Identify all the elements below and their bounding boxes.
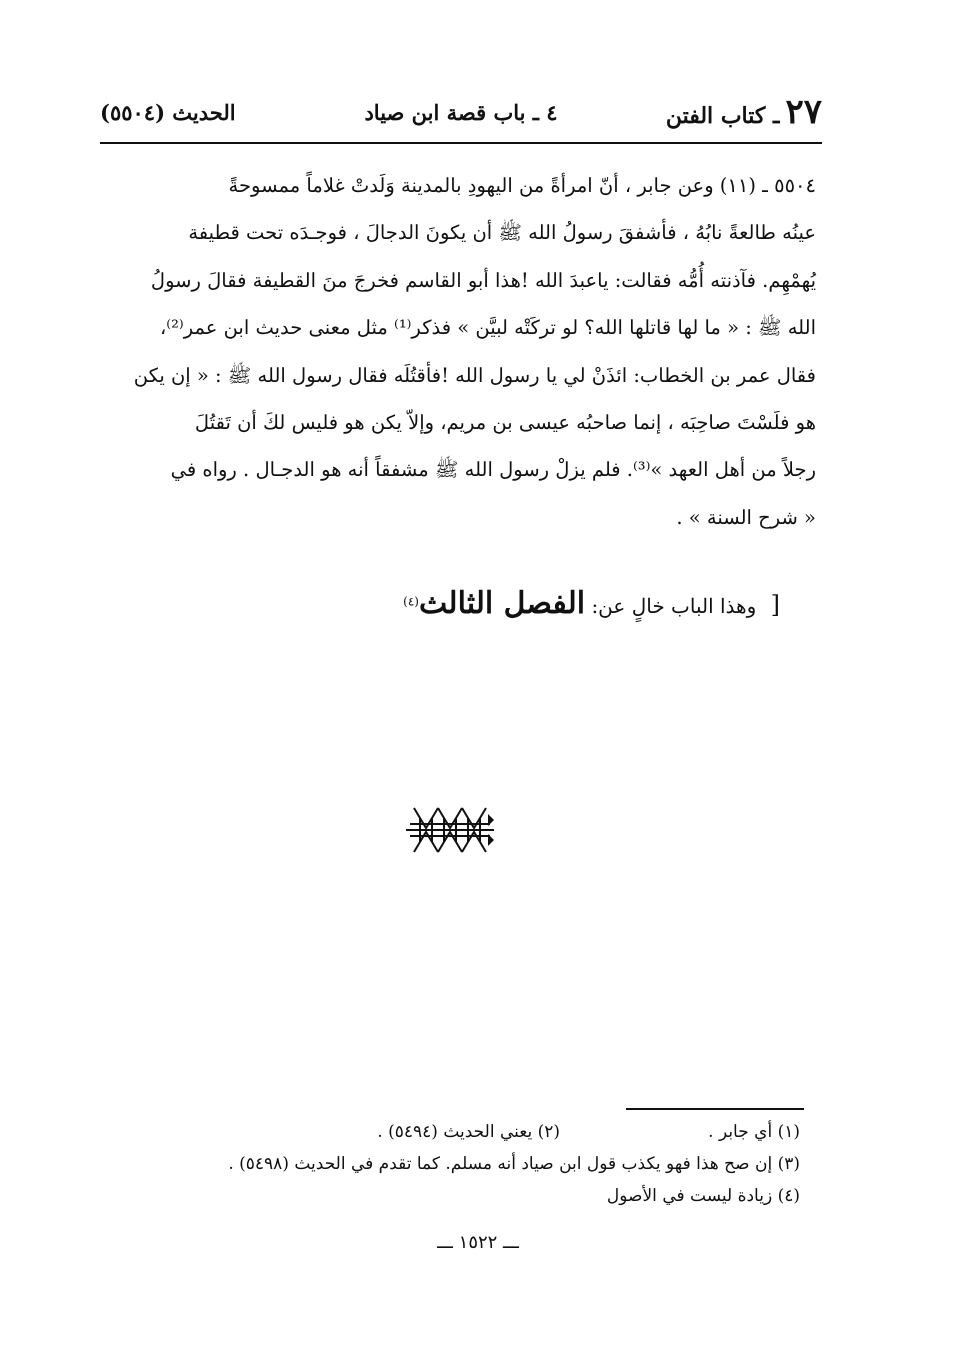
footnote-marker: (٤)	[403, 594, 419, 609]
hadith-reference: الحديث (٥٥٠٤)	[100, 100, 236, 125]
open-bracket: [	[770, 591, 780, 619]
footnote-1: (١) أي جابر .	[708, 1122, 800, 1142]
hadith-line: هو فلَسْتَ صاحِبَه ، إنما صاحبُه عيسى بن مريم، وإلاّ يكن هو فليس لكَ أن تَقتُلَ	[194, 411, 816, 435]
hadith-line: رجلاً من أهل العهد »⁽³⁾. فلم يزلْ رسول الله ﷺ مشفقاً أنه هو الدجـال . رواه في	[170, 458, 816, 482]
hadith-text	[104, 162, 816, 541]
hadith-line: يُهمْهِم. فآذنته أُمُّه فقالت: ياعبدَ الله !هذا أبو القاسم فخرجَ منَ القطيفة فقالَ رسولُ	[150, 268, 816, 292]
section-note	[300, 586, 780, 636]
hadith-line: « شرح السنة » .	[676, 505, 816, 529]
book-title	[666, 92, 822, 132]
hadith-line: فقال عمر بن الخطاب: ائذَنْ لي يا رسول الله !فأقتُلَه فقال رسول الله ﷺ : « إن يكن	[133, 363, 816, 387]
section-note-prefix: وهذا الباب خالٍ عن:	[591, 594, 757, 618]
page-number: ـــ ١٥٢٢ ـــ	[437, 1232, 519, 1253]
footnote-rule	[626, 1108, 804, 1110]
book-title-text: ـ كتاب الفتن	[665, 103, 780, 129]
header-rule	[100, 142, 822, 144]
footnote-3: (٣) إن صح هذا فهو يكذب قول ابن صياد أنه مسلم. كما تقدم في الحديث (٥٤٩٨) .	[228, 1154, 800, 1174]
footnote-4: (٤) زيادة ليست في الأصول	[606, 1186, 800, 1206]
book-number: ٢٧	[785, 92, 822, 132]
footnotes	[190, 1116, 800, 1212]
decorative-ornament-icon	[404, 806, 496, 854]
section-heading: الفصل الثالث	[418, 586, 586, 621]
footnote-2: (٢) يعني الحديث (٥٤٩٤) .	[377, 1122, 560, 1142]
hadith-line: الله ﷺ : « ما لها قاتلها الله؟ لو تركَتْه لبيَّن » فذكر⁽¹⁾ مثل معنى حديث ابن عمر⁽²⁾،	[160, 316, 816, 340]
hadith-line: عينُه طالعةً نابُهُ ، فأشفقَ رسولُ الله ﷺ أن يكونَ الدجالَ ، فوجـدَه تحت قطيفة	[188, 221, 816, 245]
chapter-title: ٤ ـ باب قصة ابن صياد	[364, 100, 558, 125]
hadith-line: ٥٥٠٤ ـ (١١) وعن جابر ، أنّ امرأةً من اليهودِ بالمدينة وَلَدتْ غلاماً ممسوحةً	[228, 174, 816, 197]
running-header	[100, 92, 822, 138]
